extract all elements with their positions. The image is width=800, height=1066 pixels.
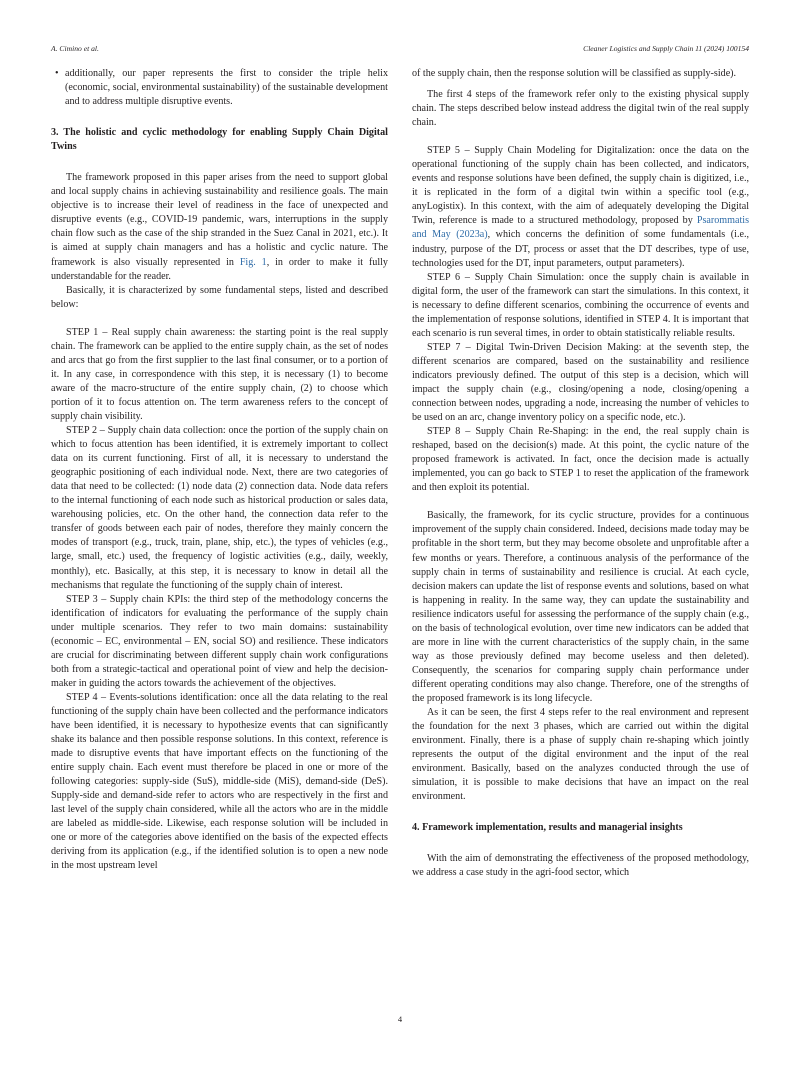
bullet-text: additionally, our paper represents the first to consider the triple helix (economic, social, environmental sustainability) of the sustainable development and to address multiple disruptive events. (65, 68, 388, 108)
paragraph-text: The framework proposed in this paper arises from the need to support global and local supply chains in achieving sustainability and resilience goals. The main objective is to increase their level of readiness in the face of unexpected and disruptive events (e.g., COVID-19 pandemic, wars, interruptions in the supply chain flow such as the case of the ship stranded in the Suez Canal in 2021, etc.). It is aimed at supply chain managers and has a holistic and cyclic nature. The framework is also visually represented in (51, 172, 388, 268)
paragraph-first-4-steps: The first 4 steps of the framework refer only to the existing physical supply chain. The steps described below instead address the digital twin of the real supply chain. (412, 89, 749, 129)
left-column (51, 67, 388, 874)
bullet-item (51, 67, 388, 109)
step-3: STEP 3 – Supply chain KPIs: the third step of the methodology concerns the identification of indicators for evaluating the performance of the supply chain under multiple scenarios. They refer to two main domains: sustainability (economic – EC, environmental – EN, social SO) and resilience. These indicators are crucial for discriminating between different supply chain work configurations both from a strategic-tactical and operational point of view and help the decision-maker in guiding the actors towards the achievement of the objectives. (51, 593, 388, 689)
figure-1-link[interactable]: Fig. 1 (239, 256, 267, 268)
right-column (412, 67, 749, 880)
bullet-icon: • (55, 68, 59, 79)
running-header-journal: Cleaner Logistics and Supply Chain 11 (2024) 100154 (583, 44, 749, 53)
step-1: STEP 1 – Real supply chain awareness: the starting point is the real supply chain. The framework can be applied to the entire supply chain, as the set of nodes and arcs that go from the first supplier to the last final consumer, or to a portion of it. In any case, in correspondence with this step, it is necessary (1) to become aware of the macro-structure of the entire supply chain, (2) to choose which portion of it to focus attention on. The term awareness refers to the concept of supply chain visibility. (51, 326, 388, 422)
step-7: STEP 7 – Digital Twin-Driven Decision Making: at the seventh step, the different scenarios are compared, based on the sustainability and resilience indicators previously defined. The output of this step is a decision, which will impact the supply chain (e.g., closing/opening a node, closing/opening a connection between nodes, upgrading a node, increasing the number of vehicles to be used on an arc, change inventory policy on a specific node, etc.). (412, 341, 749, 424)
page-number: 4 (397, 1014, 403, 1024)
paragraph-cyclic: Basically, the framework, for its cyclic structure, provides for a continuous improvement of the supply chain considered. Indeed, decisions made today may be profitable in the short term, but they may become obsolete and unprofitable after a few months or years. Therefore, a continuous analysis of the performance of the supply chain in terms of sustainability and resilience is crucial. At each cycle, decision makers can update the list of response events and solutions, based on what is happening in reality. In the same way, they can update the sustainability and resilience indicators useful for assessing the performance of the supply chain (e.g., on the basis of technological evolution, over time new indicators can be added that are more in line with the current characteristics of the supply chain, in the same way as those previously defined may become useless and then deleted). Consequently, the scenarios for comparing supply chain performance under different operating conditions may also change. Therefore, one of the strengths of the proposed framework is its long lifecycle. (412, 510, 749, 704)
step-5 (412, 144, 749, 270)
step-8: STEP 8 – Supply Chain Re-Shaping: in the end, the real supply chain is reshaped, based on the decision(s) made. At this point, the cyclic nature of the proposed framework is activated. In fact, once the decision made is actually implemented, you can go back to STEP 1 to reset the application of the framework and then exploit its potential. (412, 426, 749, 494)
paragraph-as-seen: As it can be seen, the first 4 steps refer to the real environment and represent the foundation for the next 3 phases, which are carried out within the digital environment. Finally, there is a phase of supply chain re-shaping which jointly represents the output of the digital environment and the input of the real environment. Basically, based on the analyzes conducted through the use of simulation, it is possible to make decisions that have an impact on the real environment. (412, 707, 749, 803)
step-4-continued: of the supply chain, then the response solution will be classified as supply-side). (412, 68, 737, 79)
paragraph-text: , which concerns the definition of some fundamentals (i.e., industry, purpose of the DT, process or asset that the DT describes, type of use, technologies used for the DT, input parameters, output parameters). (412, 229, 750, 269)
running-header-authors: A. Cimino et al. (51, 44, 99, 53)
section-4-heading: 4. Framework implementation, results and managerial insights (412, 822, 683, 834)
paragraph-framework (51, 171, 388, 283)
step-6: STEP 6 – Supply Chain Simulation: once the supply chain is available in digital form, the user of the framework can start the simulations. In this context, it is necessary to define different scenarios, combining the occurrence of events and the implementation of response solutions, identified in STEP 4. It is important that each scenario is run several times, in order to obtain statistically reliable results. (412, 271, 749, 339)
paragraph-text: , in order to make it fully understandable for the reader. (51, 256, 388, 282)
step-2: STEP 2 – Supply chain data collection: once the portion of the supply chain on which to focus attention has been identified, it is extremely important to collect data on its current functioning. First of all, it is necessary to understand the geographic positioning of each individual node. Next, there are two categories of data that need to be collected: (1) node data (2) connection data. Node data refers to the internal functioning of each node such as historical production or sales data, warehousing policies, etc. On the other hand, the connection data refer to the transfer of goods between each pair of nodes, therefore they mainly concern the modes of transport (e.g., truck, train, plane, ship, etc.), the types of vehicles (e.g., large, small, etc.) used, the frequency of logistic activities (e.g., daily, weekly, monthly), etc. Basically, at this step, it is necessary to know in detail all the mechanisms that regulate the functioning of the supply chain of interest. (51, 425, 388, 591)
paragraph-text: STEP 5 – Supply Chain Modeling for Digitalization: once the data on the operational functioning of the supply chain has been collected, and indicators, events and response solutions have been defined, the supply chain is digitized, i.e., it is replicated in the form of a digital twin within a specific tool (e.g., anyLogistix). In this context, with the aim of adequately developing the Digital Twin, reference is made to a structured methodology, proposed by (412, 145, 749, 227)
section-3-heading: 3. The holistic and cyclic methodology for enabling Supply Chain Digital Twins (51, 127, 388, 153)
citation-link[interactable]: Psarommatis and May (2023a) (412, 215, 749, 241)
paragraph-aim: With the aim of demonstrating the effectiveness of the proposed methodology, we address a case study in the agri-food sector, which (412, 853, 749, 879)
paragraph-steps-intro: Basically, it is characterized by some fundamental steps, listed and described below: (51, 284, 388, 310)
step-4: STEP 4 – Events-solutions identification: once all the data relating to the real functioning of the supply chain have been collected and the performance indicators have been identified, it is necessary to hypothesize events that can significantly shake its balance and then possible response solutions. In this context, reference is made to disruptive events that have important effects on the functioning of the entire supply chain. Each event must therefore be placed in one or more of the following categories: supply-side (SuS), middle-side (MiS), demand-side (DeS). Supply-side and demand-side refer to actors who are respectively in the first and last level of the supply chain considered, while all the actors who are in the middle are labeled as middle-side. Likewise, each response solution will be included in one or more of the categories above identified on the basis of the expected effects deriving from its application (e.g., if the identified solution is to open a new node in the most upstream level (51, 691, 388, 872)
